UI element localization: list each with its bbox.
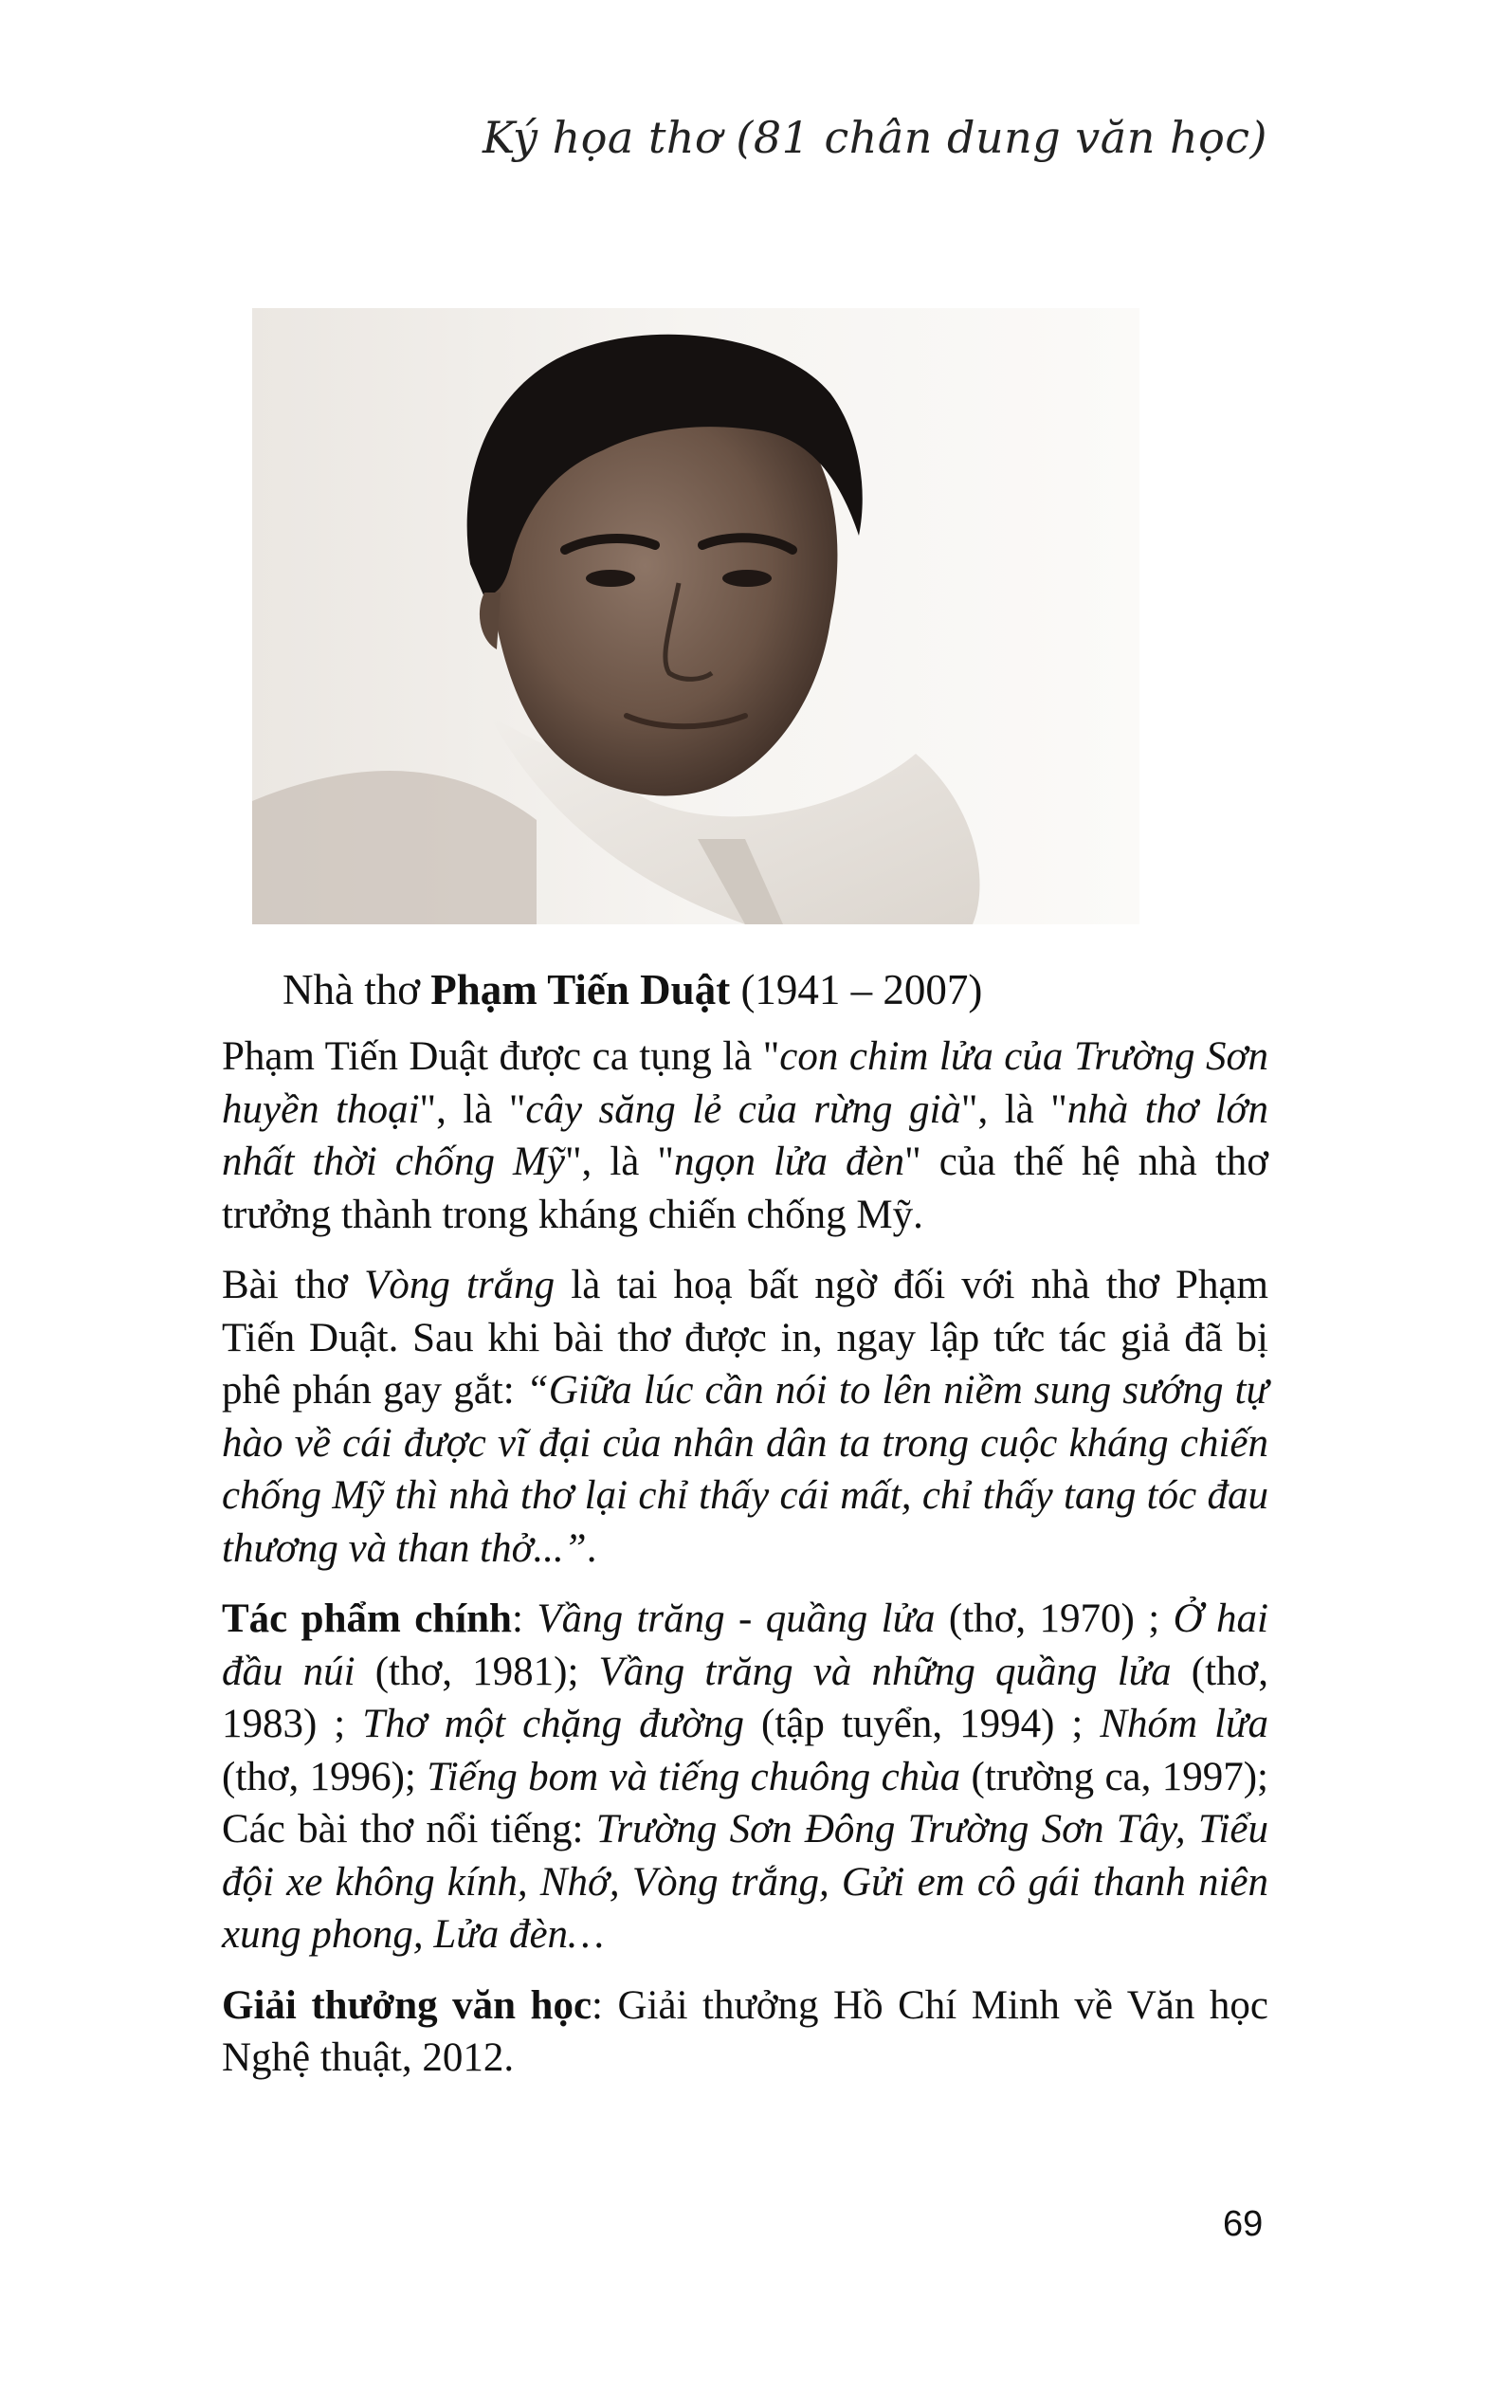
text-run: Bài thơ xyxy=(222,1263,365,1307)
paragraph-intro xyxy=(222,1031,1268,1241)
work-title: Vầng trăng - quầng lửa xyxy=(537,1596,936,1641)
text-run: (trường ca, 1997); Các bài thơ nổi tiếng: xyxy=(222,1754,1268,1852)
text-run: . xyxy=(586,1525,597,1571)
work-title: Nhóm lửa xyxy=(1100,1702,1268,1746)
quote-italic: ngọn lửa đèn xyxy=(673,1140,905,1184)
poet-name: Phạm Tiến Duật xyxy=(430,966,731,1013)
works-label: Tác phẩm chính xyxy=(222,1596,512,1641)
biography-text xyxy=(222,1031,1268,2103)
text-run: (thơ, 1996); xyxy=(222,1754,428,1799)
photo-caption xyxy=(282,965,982,1014)
portrait-photo-icon xyxy=(252,308,1139,924)
text-run: : xyxy=(511,1596,537,1641)
portrait-photo xyxy=(252,308,1139,924)
award-label: Giải thưởng văn học xyxy=(222,1982,592,2028)
quote-italic: nhà thơ lớn nhất thời chống Mỹ xyxy=(222,1086,1269,1184)
poem-title: Vòng trắng xyxy=(364,1263,556,1307)
page-number: 69 xyxy=(1223,2204,1264,2244)
caption-prefix: Nhà thơ xyxy=(282,966,431,1013)
work-title: Tiếng bom và tiếng chuông chùa xyxy=(427,1754,961,1799)
criticism-quote: “Giữa lúc cần nói to lên niềm sung sướng tự hào về cái được vĩ đại của nhân dân ta trong cuộc kháng chiến chống Mỹ thì nhà thơ lại chỉ thấy cái mất, chỉ thấy tang tóc đau thương và than thở...” xyxy=(222,1368,1268,1571)
text-run: Phạm Tiến Duật được ca tụng là " xyxy=(222,1034,780,1079)
famous-poems: Trường Sơn Đông Trường Sơn Tây, Tiểu đội xe không kính, Nhớ, Vòng trắng, Gửi em cô gái thanh niên xung phong, Lửa đèn… xyxy=(222,1807,1268,1957)
award-text: : Giải thưởng Hồ Chí Minh về Văn học Nghệ thuật, 2012. xyxy=(222,1982,1268,2080)
paragraph-works xyxy=(222,1593,1268,1961)
poet-years: (1941 – 2007) xyxy=(730,966,983,1013)
quote-italic: cây săng lẻ của rừng già xyxy=(525,1086,961,1132)
text-run: (thơ, 1983) ; xyxy=(222,1649,1269,1746)
text-run: ", là " xyxy=(564,1140,674,1184)
paragraph-award xyxy=(222,1979,1268,2085)
paragraph-vong-trang xyxy=(222,1259,1268,1575)
text-run: ", là " xyxy=(419,1086,526,1132)
running-header: Ký họa thơ (81 chân dung văn học) xyxy=(483,112,1267,163)
work-title: Vầng trăng và những quầng lửa xyxy=(598,1649,1172,1694)
text-run: " của thế hệ nhà thơ trưởng thành trong kháng chiến chống Mỹ. xyxy=(222,1140,1268,1237)
text-run: là tai hoạ bất ngờ đối với nhà thơ Phạm Tiến Duật. Sau khi bài thơ được in, ngay lập tức tác giả đã bị phê phán gay gắt: xyxy=(222,1263,1268,1413)
text-run: (tập tuyển, 1994) ; xyxy=(744,1702,1101,1746)
work-title: Thơ một chặng đường xyxy=(362,1702,745,1746)
text-run: ", là " xyxy=(960,1086,1067,1132)
text-run: (thơ, 1981); xyxy=(355,1649,599,1694)
quote-italic: con chim lửa của Trường Sơn huyền thoại xyxy=(222,1034,1268,1132)
work-title: Ở hai đầu núi xyxy=(222,1596,1268,1694)
text-run: (thơ, 1970) ; xyxy=(935,1596,1174,1641)
